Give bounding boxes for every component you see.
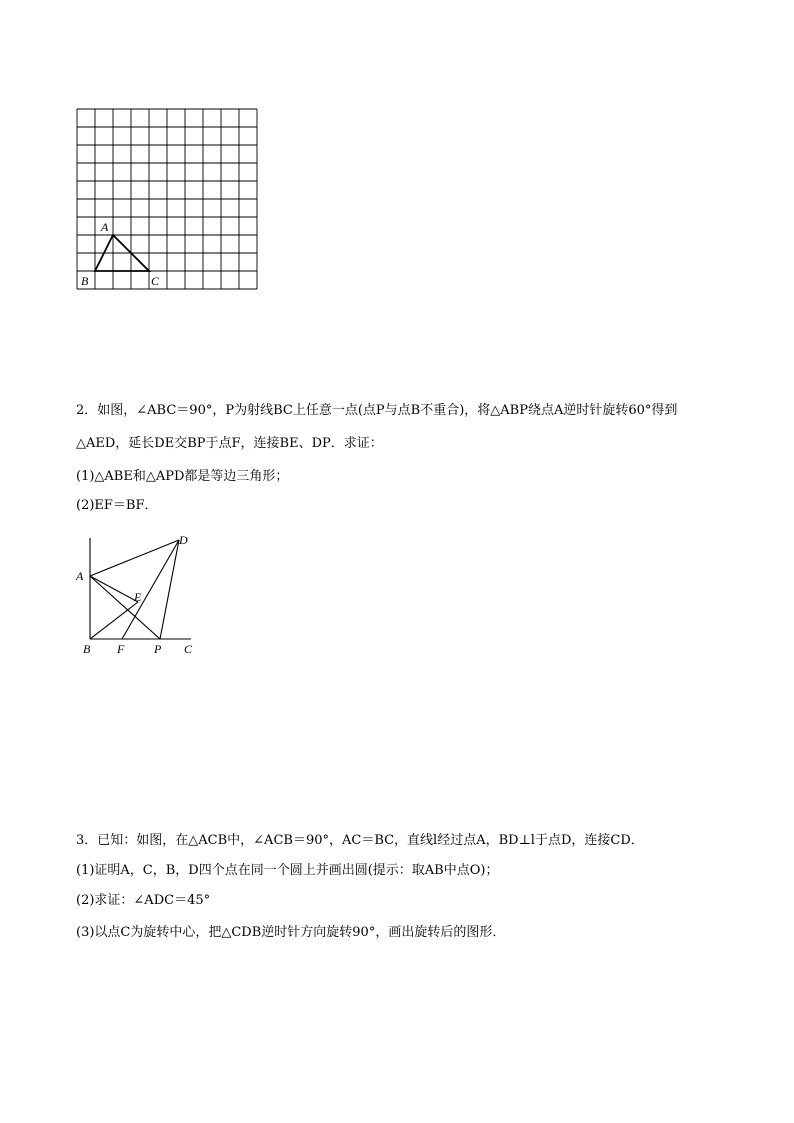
grid-lines	[77, 109, 257, 289]
problem2-statement-line2: △AED，延长DE交BP于点F，连接BE、DP．求证：	[76, 436, 383, 451]
label-e: E	[134, 590, 142, 604]
segment-be	[90, 602, 138, 639]
geometry-figure-2	[70, 530, 200, 658]
problem3-part3: (3)以点C为旋转中心，把△CDB逆时针方向旋转90°，画出旋转后的图形．	[76, 925, 506, 940]
label-f: F	[117, 642, 125, 656]
problem3-statement: 3．已知：如图，在△ACB中，∠ACB＝90°，AC＝BC，直线l经过点A，BD⊥l于点D，连接CD．	[76, 833, 644, 848]
grid-figure	[72, 104, 264, 296]
segment-dp	[160, 540, 179, 639]
segment-ap	[90, 576, 160, 639]
segment-df	[122, 540, 179, 639]
label-a: A	[101, 220, 109, 234]
problem3-part1: (1)证明A，C，B，D四个点在同一个圆上并画出圆(提示：取AB中点O)；	[76, 863, 499, 878]
problem2-statement-line1: 2．如图，∠ABC＝90°，P为射线BC上任意一点(点P与点B不重合)，将△ABP绕点A逆时针旋转60°得到	[76, 403, 678, 418]
label-c: C	[151, 274, 160, 288]
problem3-part2: (2)求证：∠ADC＝45°	[76, 893, 211, 908]
problem2-part1: (1)△ABE和△APD都是等边三角形；	[76, 469, 289, 484]
label-p: P	[154, 642, 162, 656]
label-b: B	[83, 642, 91, 656]
label-a: A	[76, 569, 84, 583]
label-c: C	[184, 642, 193, 656]
label-d: D	[179, 533, 188, 547]
problem2-part2: (2)EF＝BF．	[76, 498, 158, 513]
label-b: B	[81, 274, 89, 288]
segment-ad	[90, 540, 179, 576]
